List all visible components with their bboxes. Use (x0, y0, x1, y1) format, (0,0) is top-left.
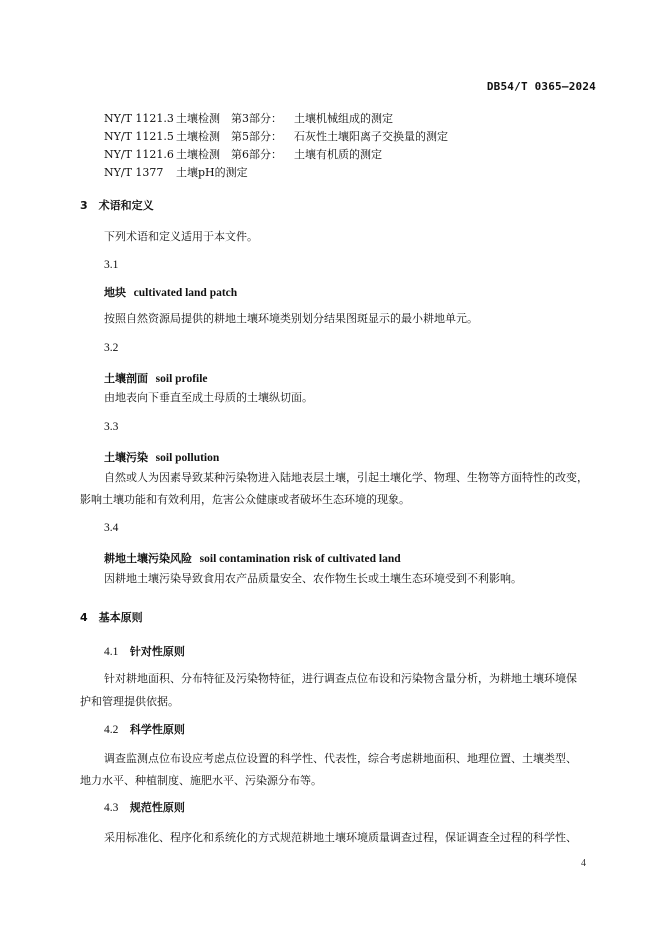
reference-item (104, 164, 248, 180)
subsection-title: 针对性原则 (129, 645, 185, 658)
reference-part: 土壤检测 第6部分： (176, 148, 282, 161)
term-english: cultivated land patch (133, 287, 238, 299)
term-english: soil contamination risk of cultivated land (199, 553, 401, 565)
term-chinese: 土壤剖面 (104, 372, 148, 385)
subsection-number: 4.3 (104, 802, 119, 814)
reference-title: 土壤机械组成的测定 (294, 112, 393, 125)
reference-part: 土壤检测 第3部分： (176, 112, 282, 125)
subsection-number: 4.2 (104, 724, 119, 736)
term-definition-line: 影响土壤功能和有效利用，危害公众健康或者破坏生态环境的现象。 (80, 493, 410, 506)
term-number: 3.2 (104, 342, 119, 354)
term-title (104, 370, 208, 386)
section-intro: 下列术语和定义适用于本文件。 (104, 230, 258, 243)
paragraph-line: 针对耕地面积、分布特征及污染物特征，进行调查点位布设和污染物含量分析，为耕地土壤环境保 (104, 672, 577, 685)
term-number: 3.4 (104, 522, 119, 534)
term-definition-line: 自然或人为因素导致某种污染物进入陆地表层土壤，引起土壤化学、物理、生物等方面特性的改变， (104, 471, 588, 484)
reference-title: 石灰性土壤阳离子交换量的测定 (294, 130, 448, 143)
paragraph-line: 采用标准化、程序化和系统化的方式规范耕地土壤环境质量调查过程，保证调查全过程的科学性、 (104, 831, 577, 844)
reference-item (104, 110, 393, 126)
subsection-heading (104, 643, 185, 659)
document-id: DB54/T 0365—2024 (486, 80, 596, 93)
term-title (104, 449, 219, 465)
term-definition: 因耕地土壤污染导致食用农产品质量安全、农作物生长或土壤生态环境受到不利影响。 (104, 572, 522, 585)
term-title (104, 284, 237, 300)
paragraph-line: 护和管理提供依据。 (80, 695, 179, 708)
subsection-title: 科学性原则 (129, 723, 185, 736)
reference-code: NY/T 1121.5 (104, 130, 174, 143)
term-english: soil profile (155, 373, 208, 385)
term-number: 3.1 (104, 259, 119, 271)
term-number: 3.3 (104, 421, 119, 433)
subsection-heading (104, 799, 185, 815)
subsection-heading (104, 721, 185, 737)
section-heading: 3 术语和定义 (80, 199, 154, 212)
term-english: soil pollution (155, 452, 220, 464)
term-chinese: 耕地土壤污染风险 (104, 552, 192, 565)
reference-title: 土壤有机质的测定 (294, 148, 382, 161)
reference-code: NY/T 1377 (104, 166, 164, 179)
term-title (104, 550, 401, 566)
reference-part: 土壤pH的测定 (176, 166, 248, 179)
page-number: 4 (581, 858, 586, 869)
paragraph-line: 调查监测点位布设应考虑点位设置的科学性、代表性，综合考虑耕地面积、地理位置、土壤类型、 (104, 752, 577, 765)
term-chinese: 地块 (104, 286, 126, 299)
reference-item (104, 128, 448, 144)
paragraph-line: 地力水平、种植制度、施肥水平、污染源分布等。 (80, 774, 322, 787)
subsection-number: 4.1 (104, 646, 119, 658)
term-definition: 按照自然资源局提供的耕地土壤环境类别划分结果图斑显示的最小耕地单元。 (104, 312, 478, 325)
reference-code: NY/T 1121.3 (104, 112, 174, 125)
reference-code: NY/T 1121.6 (104, 148, 174, 161)
subsection-title: 规范性原则 (129, 801, 185, 814)
reference-part: 土壤检测 第5部分： (176, 130, 282, 143)
term-chinese: 土壤污染 (104, 451, 148, 464)
reference-item (104, 146, 382, 162)
term-definition: 由地表向下垂直至成土母质的土壤纵切面。 (104, 391, 313, 404)
section-heading: 4 基本原则 (80, 611, 143, 624)
